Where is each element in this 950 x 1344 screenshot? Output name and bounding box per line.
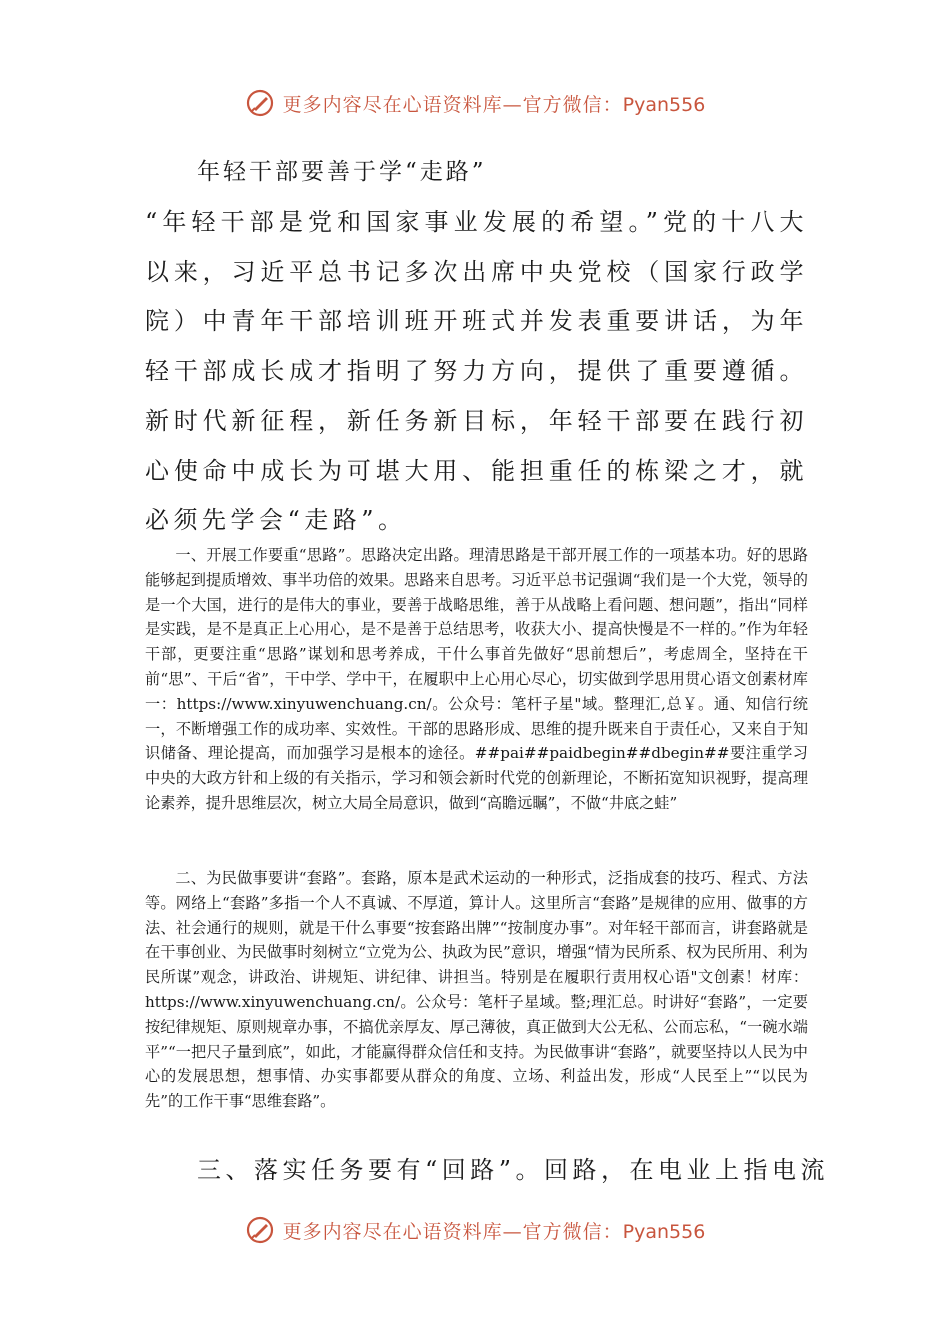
banner-text: 更多内容尽在心语资料库—官方微信：Pyan556 [282,93,706,116]
footer-watermark-banner [0,1210,950,1250]
intro-paragraph: “年轻干部是党和国家事业发展的希望。”党的十八大以来，习近平总书记多次出席中央党校（国家行政学院）中青年干部培训班开班式并发表重要讲话，为年轻干部成长成才指明了努力方向，提供了重要遵循。新时代新征程，新任务新目标，年轻干部要在践行初心使命中成长为可堪大用、能担重任的栋梁之才，就必须先学会“走路”。 [145,208,808,535]
banner-wechat-id: Pyan556 [622,1220,706,1243]
header-watermark-banner [0,83,950,123]
quill-logo-icon [245,88,275,118]
section-2-paragraph: 二、为民做事要讲“套路”。套路，原本是武术运动的一种形式，泛指成套的技巧、程式、方法等。网络上“套路”多指一个人不真诚、不厚道，算计人。这里所言“套路”是规律的应用、做事的方法、社会通行的规则，就是干什么事要“按套路出牌”“按制度办事”。对年轻干部而言，讲套路就是在干事创业、为民做事时刻树立“立党为公、执政为民”意识，增强“情为民所系、权为民所用、利为民所谋”观念，讲政治、讲规矩、讲纪律、讲担当。特别是在履职行责用权心语"文创素！材库：https://www.xinyuwenchuang.cn/。公众号：笔杆子星域。整;理汇总。时讲好“套路”，一定要按纪律规矩、原则规章办事，不搞优亲厚友、厚己薄彼，真正做到大公无私、公而忘私，“一碗水端平”“一把尺子量到底”，如此，才能赢得群众信任和支持。为民做事讲“套路”，就要坚持以人民为中心的发展思想，想事情、办实事都要从群众的角度、立场、利益出发，形成“人民至上”“以民为先”的工作干事“思维套路”。 [145,869,808,1111]
section-1-paragraph: 一、开展工作要重“思路”。思路决定出路。理清思路是干部开展工作的一项基本功。好的思路能够起到提质增效、事半功倍的效果。思路来自思考。习近平总书记强调“我们是一个大党，领导的是一个大国，进行的是伟大的事业，要善于战略思维，善于从战略上看问题、想问题”，指出“同样是实践，是不是真正上心用心，是不是善于总结思考，收获大小、提高快慢是不一样的。”作为年轻干部，更要注重“思路”谋划和思考养成，干什么事首先做好“思前想后”，考虑周全，坚持在干前“思”、干后“省”，干中学、学中干，在履职中上心用心尽心，切实做到学思用贯心语文创素材库一：https://www.xinyuwenchuang.cn/。公众号：笔杆子星"域。整理汇,总￥。通、知信行统一，不断增强工作的成功率、实效性。干部的思路形成、思维的提升既来自于责任心，又来自于知识储备、理论提高，而加强学习是根本的途径。##pai##paidbegin##dbegin##要注重学习中央的大政方针和上级的有关指示，学习和领会新时代党的创新理论，不断拓宽知识视野，提高理论素养，提升思维层次，树立大局全局意识，做到“高瞻远瞩”，不做“井底之蛙” [145,546,808,812]
quill-logo-icon [245,1215,275,1245]
banner-wechat-id: Pyan556 [622,93,706,116]
section-3-heading-line: 三、落实任务要有“回路”。回路，在电业上指电流 [197,1156,830,1184]
document-title: 年轻干部要善于学“走路” [197,159,487,185]
banner-text: 更多内容尽在心语资料库—官方微信：Pyan556 [282,1220,706,1243]
